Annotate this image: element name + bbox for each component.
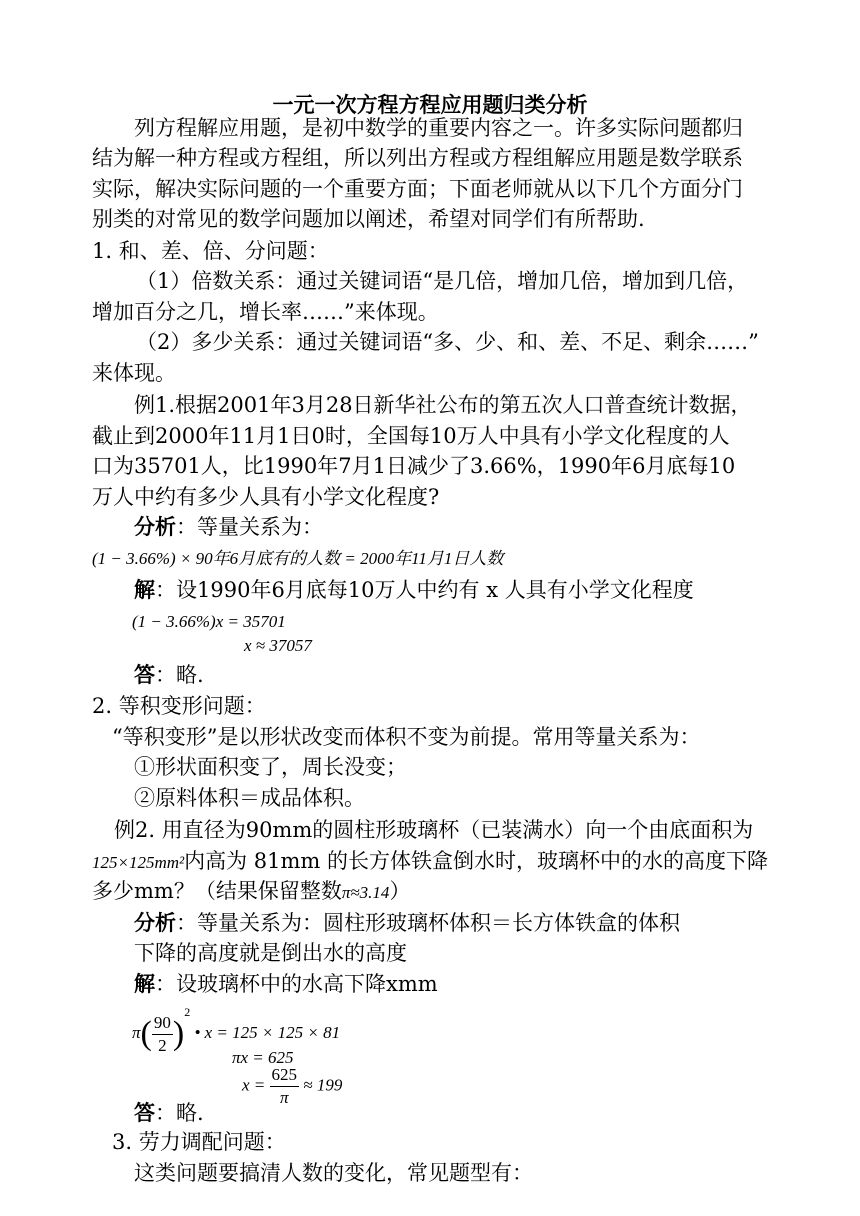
example-2-pi-approx: π≈3.14 [341,883,390,902]
intro-line-1: 列方程解应用题，是初中数学的重要内容之一。许多实际问题都归 [134,116,743,140]
example-2-line-3-end: ） [389,879,411,903]
s2-item-1: ①形状面积变了，周长没变； [134,755,407,779]
example-1-line-4: 万人中约有多少人具有小学文化程度? [92,485,440,509]
example-2-analysis-line-2: 下降的高度就是倒出水的高度 [134,941,407,965]
document-title: 一元一次方程方程应用题归类分析 [272,92,588,117]
answer-text: ：略. [155,663,204,687]
example-1-analysis [134,510,323,544]
s1-multiple-line-1: （1）倍数关系：通过关键词语“是几倍，增加几倍，增加到几倍， [136,269,749,293]
example-2-line-3 [92,874,410,908]
eq3-numerator: 625 [270,1064,300,1087]
example-2-analysis [134,906,680,940]
eq1-numerator: 90 [152,1012,173,1035]
solution-text: ：设玻璃杯中的水高下降xmm [155,972,438,996]
s2-description: “等积变形”是以形状改变而体积不变为前提。常用等量关系为： [112,725,701,749]
example-2-equation-1: π( $\frac{90}{2}$ )$^2$ • x = 125 × 125 × 81 [132,1005,341,1055]
eq3-fraction [270,1064,300,1109]
eq3-denominator: π [280,1088,289,1107]
solution-label: 解 [134,971,155,996]
analysis-text: ：等量关系为：圆柱形玻璃杯体积＝长方体铁盒的体积 [176,911,680,935]
example-2-line-2-text: 内高为 81mm 的长方体铁盒倒水时，玻璃杯中的水的高度下降 [184,849,769,873]
section-2-heading: 2. 等积变形问题： [92,694,266,718]
intro-line-4: 别类的对常见的数学问题加以阐述，希望对同学们有所帮助. [92,207,645,231]
eq1-rest: • x = 125 × 125 × 81 [194,1023,341,1042]
eq3-lhs: x = [242,1075,266,1095]
intro-line-3: 实际，解决实际问题的一个重要方面；下面老师就从以下几个方面分门 [92,177,743,201]
s1-multiple-line-2: 增加百分之几，增长率……”来体现。 [92,300,439,324]
example-1-line-3: 口为35701人，比1990年7月1日减少了3.66%，1990年6月底每10 [92,454,736,478]
example-2-equation-2: πx = 625 [232,1048,294,1067]
example-1-relation-equation: (1 − 3.66%) × 90年6月底有的人数 = 2000年11月1日人数 [92,549,504,568]
eq1-denominator: 2 [158,1035,167,1055]
eq1-exponent: 2 [184,1005,191,1019]
eq1-pi: π [132,1023,141,1042]
answer-label: 答 [134,1100,155,1125]
example-2-line-3-text: 多少mm？（结果保留整数 [92,879,342,903]
eq1-fraction [152,1012,173,1057]
solution-text: ：设1990年6月底每10万人中约有 x 人具有小学文化程度 [155,578,694,602]
example-2-area-math: 125×125mm² [92,853,185,872]
section-1-heading: 1. 和、差、倍、分问题： [92,239,329,263]
answer-text: ：略. [155,1101,204,1125]
example-1-line-1: 例1.根据2001年3月28日新华社公布的第五次人口普查统计数据， [134,393,752,417]
analysis-label: 分析 [134,910,176,935]
answer-label: 答 [134,662,155,687]
example-2-line-2 [92,844,768,878]
example-2-solution [134,967,438,1001]
example-1-equation-1: (1 − 3.66%)x = 35701 [132,612,286,631]
example-1-solution [134,573,694,607]
example-2-equation-3 [242,1064,342,1109]
s3-description: 这类问题要搞清人数的变化，常见题型有： [134,1161,533,1185]
example-1-answer [134,658,204,692]
s1-quantity-line-1: （2）多少关系：通过关键词语“多、少、和、差、不足、剩余……” [136,330,759,354]
example-1-line-2: 截止到2000年11月1日0时，全国每10万人中具有小学文化程度的人 [92,424,730,448]
example-2-line-1: 例2. 用直径为90mm的圆柱形玻璃杯（已装满水）向一个由底面积为 [114,818,754,842]
example-1-equation-2: x ≈ 37057 [244,636,312,655]
s2-item-2: ②原料体积＝成品体积。 [134,786,365,810]
intro-line-2: 结为解一种方程或方程组，所以列出方程或方程组解应用题是数学联系 [92,146,743,170]
eq3-rhs: ≈ 199 [303,1075,343,1095]
section-3-heading: 3. 劳力调配问题： [112,1130,286,1154]
solution-label: 解 [134,577,155,602]
analysis-text: ：等量关系为： [176,515,323,539]
s1-quantity-line-2: 来体现。 [92,361,176,385]
analysis-label: 分析 [134,514,176,539]
